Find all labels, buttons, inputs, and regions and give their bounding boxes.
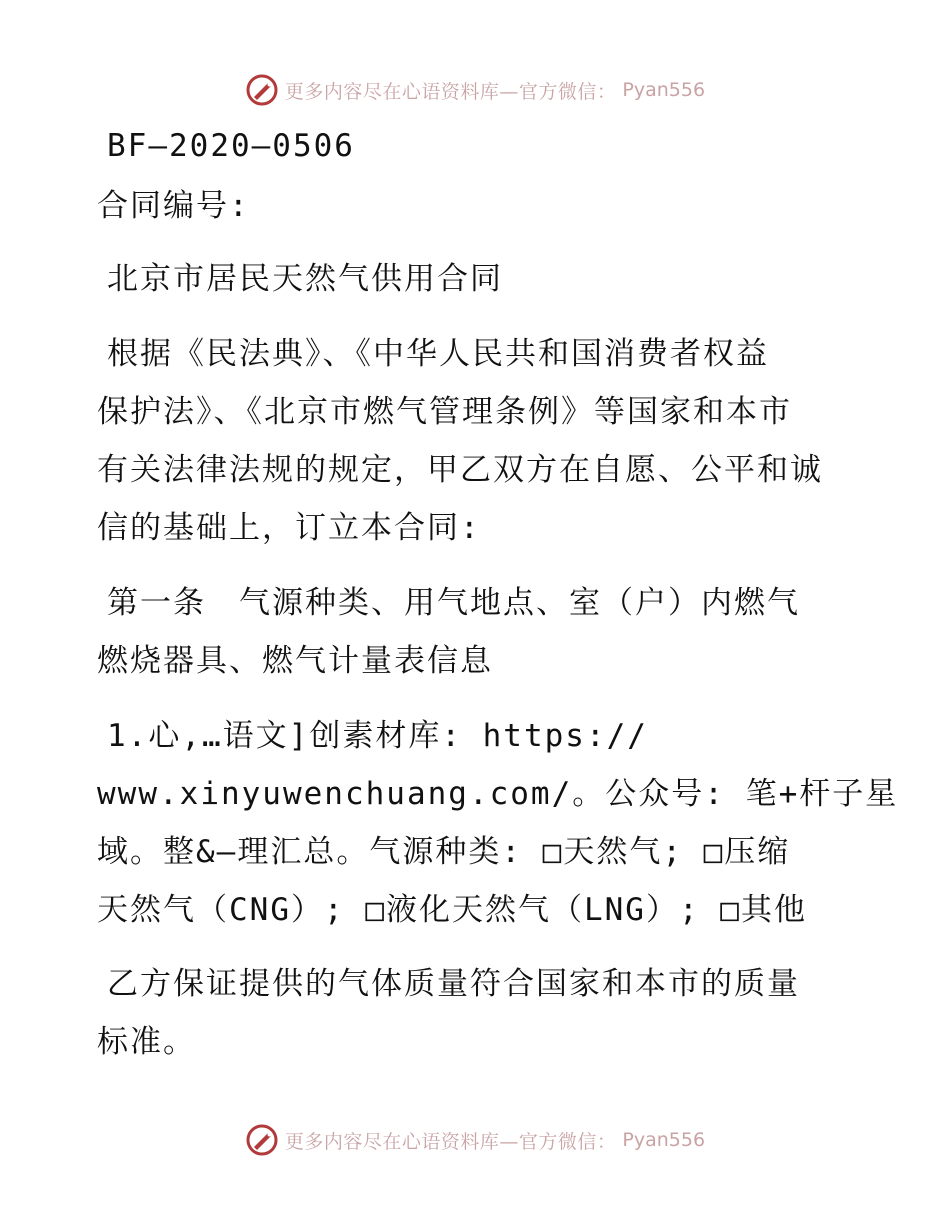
- preamble-line: 根据《民法典》、《中华人民共和国消费者权益: [107, 336, 769, 372]
- watermark-footer: [0, 1120, 950, 1160]
- watermark-wechat-id: Pyan556: [622, 79, 706, 101]
- item1-line: 天然气（CNG）; □液化天然气（LNG）; □其他: [97, 892, 807, 928]
- item1-line: 域。整&—理汇总。气源种类: □天然气; □压缩: [97, 834, 791, 870]
- article1-line: 燃烧器具、燃气计量表信息: [97, 643, 493, 679]
- quality-line: 标准。: [97, 1024, 196, 1060]
- watermark-wechat-id: Pyan556: [622, 1129, 706, 1151]
- pen-logo-icon: [245, 1123, 279, 1157]
- preamble-line: 信的基础上，订立本合同:: [97, 510, 481, 546]
- contract-number-label: 合同编号:: [97, 188, 250, 224]
- item1-line: 1.心,…语文]创素材库: https://: [107, 718, 648, 754]
- watermark-header: [0, 70, 950, 110]
- preamble-line: 保护法》、《北京市燃气管理条例》等国家和本市: [97, 394, 792, 430]
- article1-line: 第一条 气源种类、用气地点、室（户）内燃气: [107, 585, 800, 621]
- document-code: BF—2020—0506: [107, 128, 355, 164]
- document-title: 北京市居民天然气供用合同: [107, 261, 503, 297]
- preamble-line: 有关法律法规的规定，甲乙双方在自愿、公平和诚: [97, 452, 823, 488]
- pen-logo-icon: [245, 73, 279, 107]
- quality-line: 乙方保证提供的气体质量符合国家和本市的质量: [107, 966, 800, 1002]
- watermark-text: 更多内容尽在心语资料库—官方微信：: [284, 80, 617, 103]
- watermark-text: 更多内容尽在心语资料库—官方微信：: [284, 1130, 617, 1153]
- item1-line: www.xinyuwenchuang.com/。公众号: 笔+杆子星: [97, 776, 899, 812]
